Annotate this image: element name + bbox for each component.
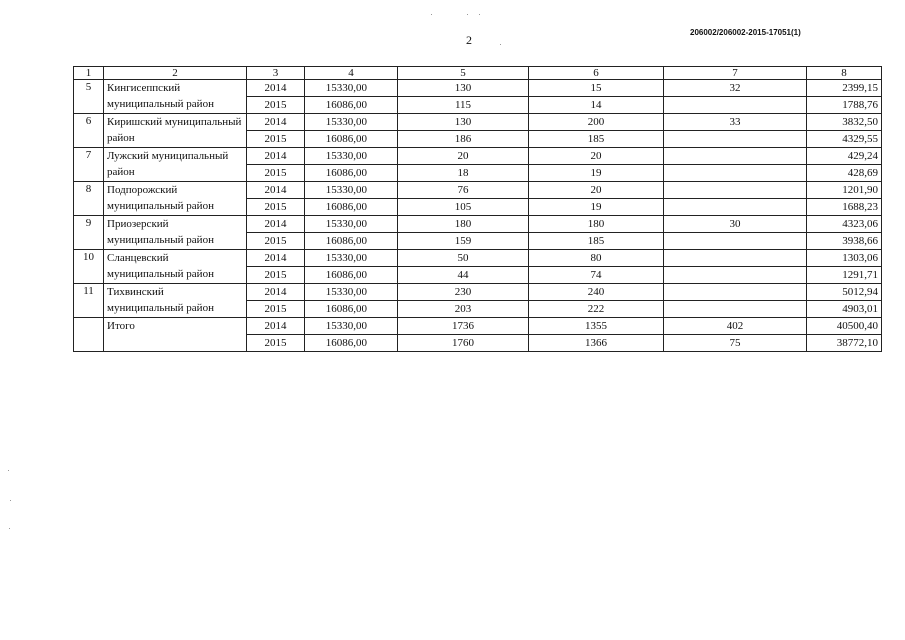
col5-cell: 18 [398, 165, 529, 182]
table-row [74, 114, 882, 131]
table-row [74, 318, 882, 335]
value-cell: 15330,00 [305, 284, 398, 301]
year-cell: 2015 [247, 131, 305, 148]
col7-cell [664, 148, 807, 165]
year-cell: 2014 [247, 148, 305, 165]
col6-cell: 20 [529, 148, 664, 165]
col5-cell: 1736 [398, 318, 529, 335]
table-row [74, 216, 882, 233]
scan-speck [500, 44, 501, 45]
value-cell: 16086,00 [305, 301, 398, 318]
header-cell: 3 [247, 67, 305, 80]
col6-cell: 80 [529, 250, 664, 267]
scan-speck [8, 470, 9, 471]
col7-cell [664, 182, 807, 199]
total-cell: 1688,23 [807, 199, 882, 216]
scan-speck [467, 14, 468, 15]
value-cell: 16086,00 [305, 131, 398, 148]
col6-cell: 1355 [529, 318, 664, 335]
data-table [73, 66, 882, 352]
col7-cell [664, 165, 807, 182]
year-cell: 2014 [247, 250, 305, 267]
row-number-cell: 7 [74, 148, 104, 182]
scan-speck [431, 14, 432, 15]
col7-cell: 32 [664, 80, 807, 97]
district-name-cell: Тихвинский муниципальный район [104, 284, 247, 318]
district-name-cell: Кингисеппский муниципальный район [104, 80, 247, 114]
total-cell: 4903,01 [807, 301, 882, 318]
col5-cell: 76 [398, 182, 529, 199]
col7-cell [664, 233, 807, 250]
col5-cell: 105 [398, 199, 529, 216]
col6-cell: 180 [529, 216, 664, 233]
total-cell: 2399,15 [807, 80, 882, 97]
col7-cell [664, 199, 807, 216]
total-cell: 1201,90 [807, 182, 882, 199]
col5-cell: 20 [398, 148, 529, 165]
value-cell: 16086,00 [305, 165, 398, 182]
header-cell: 5 [398, 67, 529, 80]
table-row [74, 148, 882, 165]
table-body [74, 67, 882, 352]
total-cell: 1291,71 [807, 267, 882, 284]
col6-cell: 20 [529, 182, 664, 199]
value-cell: 15330,00 [305, 250, 398, 267]
year-cell: 2015 [247, 335, 305, 352]
header-cell: 7 [664, 67, 807, 80]
total-cell: 4323,06 [807, 216, 882, 233]
row-number-cell: 8 [74, 182, 104, 216]
header-cell: 6 [529, 67, 664, 80]
year-cell: 2014 [247, 182, 305, 199]
col5-cell: 230 [398, 284, 529, 301]
district-name-cell: Итого [104, 318, 247, 352]
total-cell: 3938,66 [807, 233, 882, 250]
document-id: 206002/206002-2015-17051(1) [690, 28, 801, 37]
col6-cell: 200 [529, 114, 664, 131]
col7-cell: 33 [664, 114, 807, 131]
scan-speck [479, 14, 480, 15]
table-row [74, 80, 882, 97]
year-cell: 2014 [247, 80, 305, 97]
scan-speck [10, 500, 11, 501]
col5-cell: 1760 [398, 335, 529, 352]
total-cell: 38772,10 [807, 335, 882, 352]
col6-cell: 185 [529, 131, 664, 148]
year-cell: 2015 [247, 301, 305, 318]
col7-cell [664, 97, 807, 114]
value-cell: 15330,00 [305, 80, 398, 97]
col7-cell: 402 [664, 318, 807, 335]
year-cell: 2015 [247, 267, 305, 284]
value-cell: 16086,00 [305, 199, 398, 216]
year-cell: 2014 [247, 114, 305, 131]
value-cell: 16086,00 [305, 233, 398, 250]
col6-cell: 240 [529, 284, 664, 301]
value-cell: 15330,00 [305, 182, 398, 199]
header-cell: 2 [104, 67, 247, 80]
col6-cell: 185 [529, 233, 664, 250]
total-cell: 3832,50 [807, 114, 882, 131]
table-row [74, 182, 882, 199]
col7-cell [664, 250, 807, 267]
col6-cell: 1366 [529, 335, 664, 352]
col6-cell: 74 [529, 267, 664, 284]
year-cell: 2015 [247, 165, 305, 182]
col7-cell [664, 284, 807, 301]
value-cell: 16086,00 [305, 267, 398, 284]
col5-cell: 115 [398, 97, 529, 114]
col5-cell: 50 [398, 250, 529, 267]
col7-cell [664, 301, 807, 318]
col5-cell: 159 [398, 233, 529, 250]
scan-speck [9, 528, 10, 529]
district-name-cell: Сланцевский муниципальный район [104, 250, 247, 284]
page-number: 2 [466, 33, 472, 47]
value-cell: 15330,00 [305, 216, 398, 233]
col6-cell: 15 [529, 80, 664, 97]
col5-cell: 130 [398, 80, 529, 97]
header-cell: 1 [74, 67, 104, 80]
row-number-cell [74, 318, 104, 352]
col5-cell: 203 [398, 301, 529, 318]
value-cell: 16086,00 [305, 335, 398, 352]
col6-cell: 222 [529, 301, 664, 318]
col6-cell: 14 [529, 97, 664, 114]
row-number-cell: 9 [74, 216, 104, 250]
table-row [74, 250, 882, 267]
header-cell: 8 [807, 67, 882, 80]
col5-cell: 186 [398, 131, 529, 148]
value-cell: 15330,00 [305, 148, 398, 165]
col7-cell: 30 [664, 216, 807, 233]
year-cell: 2015 [247, 233, 305, 250]
total-cell: 1303,06 [807, 250, 882, 267]
total-cell: 40500,40 [807, 318, 882, 335]
district-name-cell: Подпорожский муниципальный район [104, 182, 247, 216]
year-cell: 2015 [247, 199, 305, 216]
col5-cell: 44 [398, 267, 529, 284]
row-number-cell: 10 [74, 250, 104, 284]
col6-cell: 19 [529, 165, 664, 182]
value-cell: 16086,00 [305, 97, 398, 114]
col5-cell: 180 [398, 216, 529, 233]
row-number-cell: 5 [74, 80, 104, 114]
table-row [74, 284, 882, 301]
row-number-cell: 6 [74, 114, 104, 148]
total-cell: 4329,55 [807, 131, 882, 148]
district-name-cell: Приозерский муниципальный район [104, 216, 247, 250]
total-cell: 5012,94 [807, 284, 882, 301]
col5-cell: 130 [398, 114, 529, 131]
district-name-cell: Лужский муниципальный район [104, 148, 247, 182]
district-name-cell: Киришский муниципальный район [104, 114, 247, 148]
year-cell: 2015 [247, 97, 305, 114]
col7-cell [664, 267, 807, 284]
total-cell: 429,24 [807, 148, 882, 165]
value-cell: 15330,00 [305, 318, 398, 335]
row-number-cell: 11 [74, 284, 104, 318]
header-cell: 4 [305, 67, 398, 80]
header-row [74, 67, 882, 80]
total-cell: 428,69 [807, 165, 882, 182]
value-cell: 15330,00 [305, 114, 398, 131]
year-cell: 2014 [247, 318, 305, 335]
col6-cell: 19 [529, 199, 664, 216]
total-cell: 1788,76 [807, 97, 882, 114]
col7-cell [664, 131, 807, 148]
year-cell: 2014 [247, 216, 305, 233]
col7-cell: 75 [664, 335, 807, 352]
year-cell: 2014 [247, 284, 305, 301]
